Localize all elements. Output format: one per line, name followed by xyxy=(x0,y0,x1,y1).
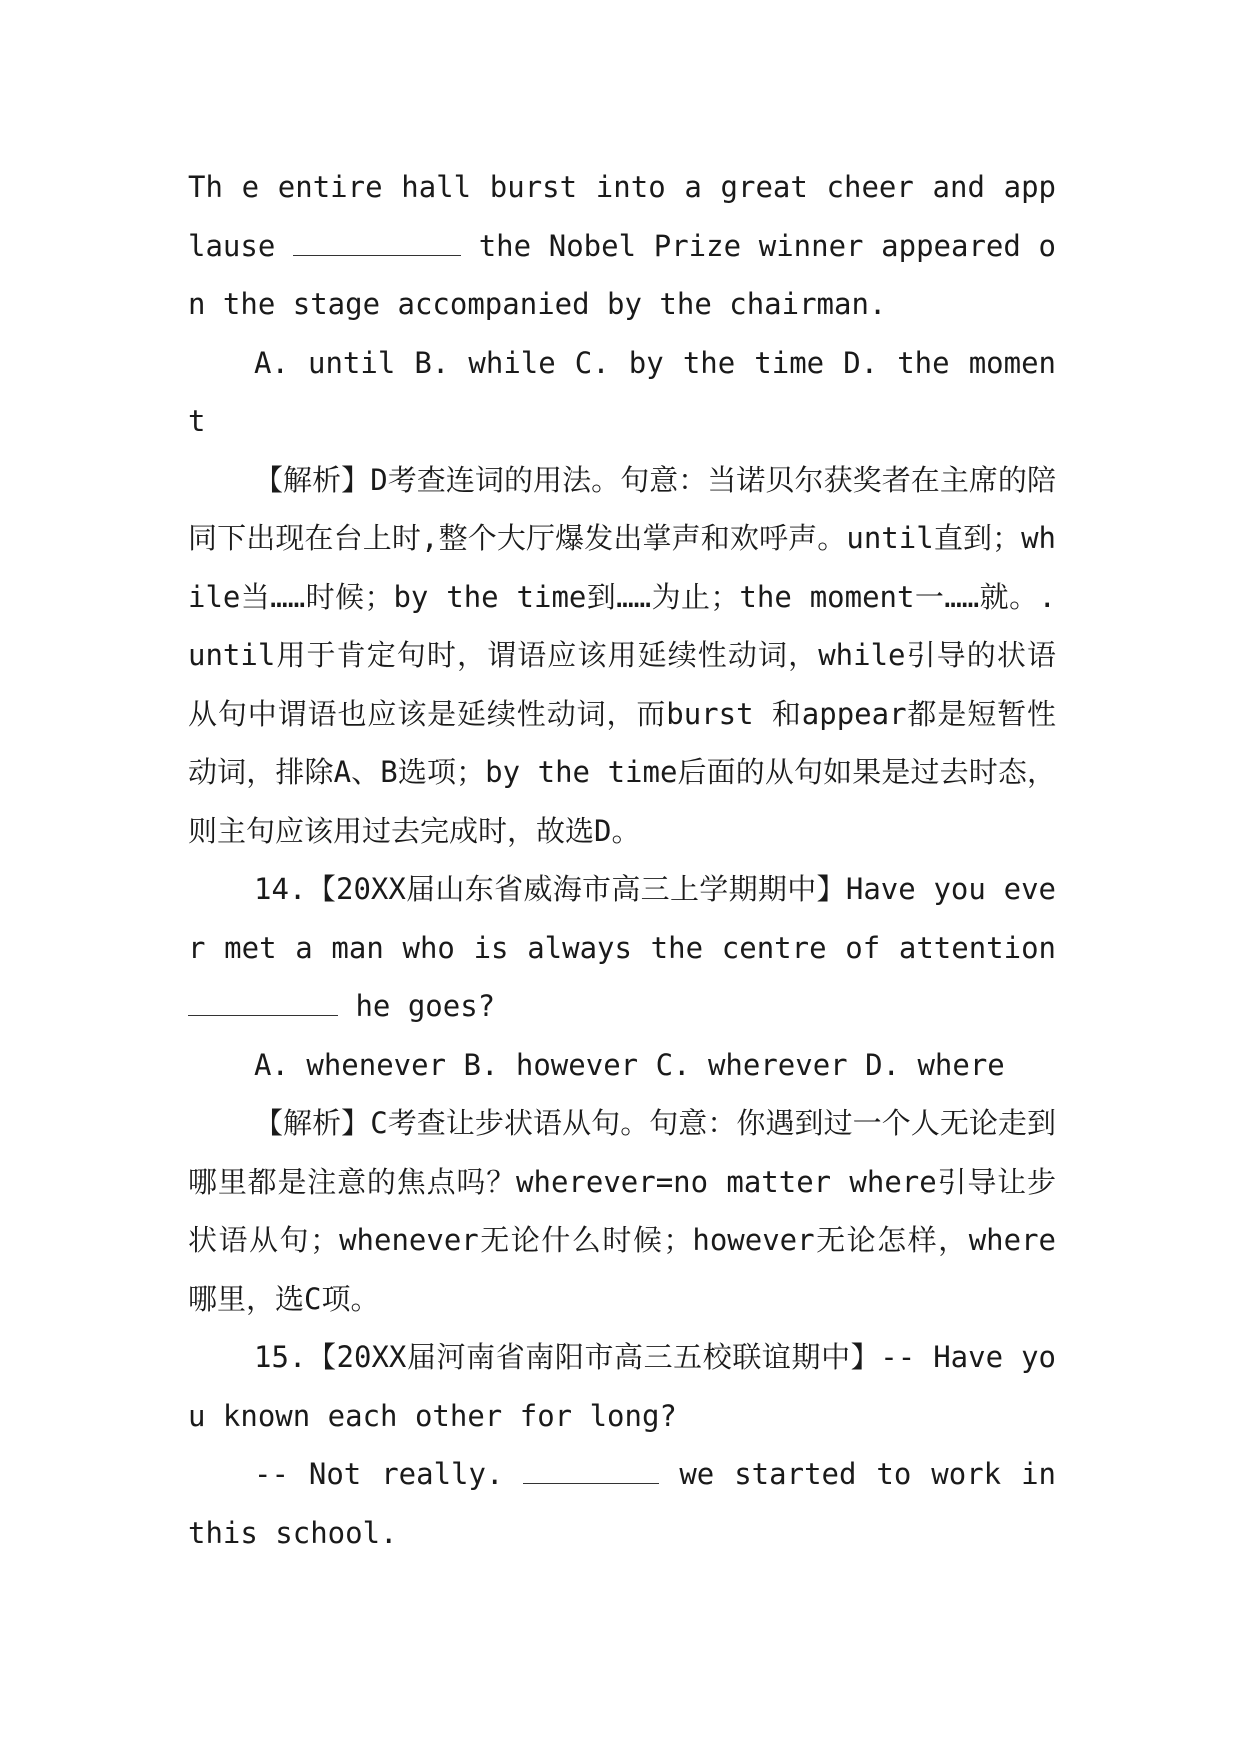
q15-stem: 15.【20XX届河南省南阳市高三五校联谊期中】-- Have you known each other for long? xyxy=(188,1340,1056,1433)
answer-blank xyxy=(188,987,338,1016)
q13-stem xyxy=(188,158,1056,334)
answer-blank xyxy=(523,1455,659,1484)
q13-options: A. until B. while C. by the time D. the moment xyxy=(188,345,1056,438)
q13-analysis: 【解析】D考查连词的用法。句意：当诺贝尔获奖者在主席的陪同下出现在台上时,整个大厅爆发出掌声和欢呼声。until直到；while当……时候；by the time到……为止；the moment一……就。.until用于肯定句时，谓语应该用延续性动词，while引导的状语从句中谓语也应该是延续性动词，而burst 和appear都是短暂性动词，排除A、B选项；by the time后面的从句如果是过去时态，则主句应该用过去完成时，故选D。 xyxy=(188,462,1056,848)
q15-reply-text-2: we started to work in this school. xyxy=(188,1457,1056,1550)
answer-blank xyxy=(293,227,461,256)
q15-reply xyxy=(188,1445,1056,1562)
q14-stem-text-1: 14.【20XX届山东省威海市高三上学期期中】Have you ever met a man who is always the centre of attention xyxy=(188,872,1056,965)
q13-stem-text-1: Th e entire hall burst into a great cheer and applause xyxy=(188,170,1056,263)
document-page xyxy=(188,158,1056,1562)
q15-reply-text-1: -- Not really. xyxy=(254,1457,524,1491)
q14-stem-text-2: he goes? xyxy=(338,989,496,1023)
q14-stem xyxy=(188,860,1056,1036)
q14-options: A. whenever B. however C. wherever D. where xyxy=(254,1047,1005,1082)
q14-analysis: 【解析】C考查让步状语从句。句意：你遇到过一个人无论走到哪里都是注意的焦点吗？wherever=no matter where引导让步状语从句；whenever无论什么时候；however无论怎样，where哪里，选C项。 xyxy=(188,1106,1056,1316)
q13-stem-text-2: the Nobel Prize winner appeared on the stage accompanied by the chairman. xyxy=(188,228,1057,321)
